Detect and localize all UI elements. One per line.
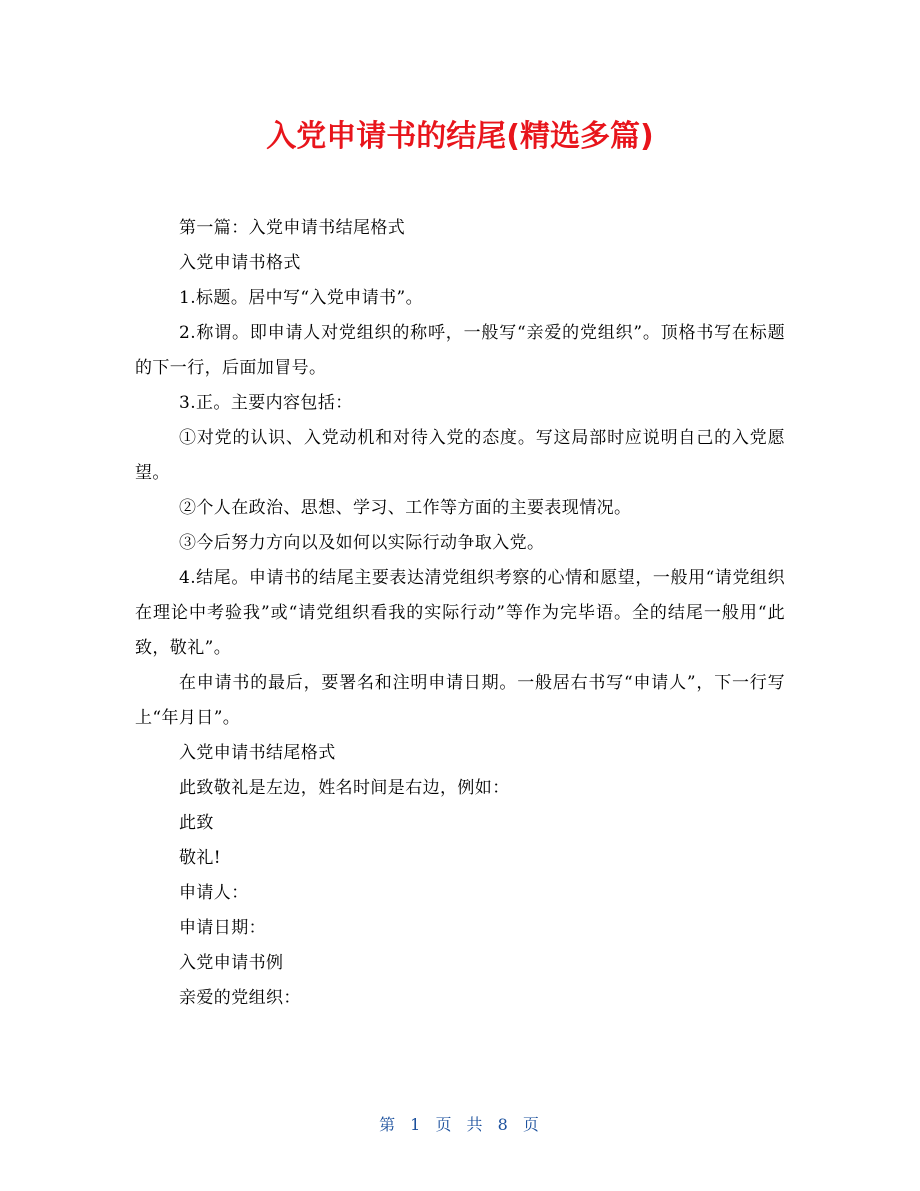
- paragraph: 申请人：: [179, 883, 249, 903]
- paragraph: 第一篇：入党申请书结尾格式: [179, 218, 406, 238]
- paragraph: 入党申请书格式: [179, 253, 301, 273]
- paragraph: 此致: [179, 813, 214, 833]
- paragraph: ①对党的认识、入党动机和对待入党的态度。写这局部时应说明自己的入党愿望。: [135, 428, 785, 483]
- paragraph: 在申请书的最后，要署名和注明申请日期。一般居右书写“申请人”，下一行写上“年月日”。: [135, 673, 785, 728]
- page-number-footer: 第 1 页 共 8 页: [379, 1115, 541, 1134]
- paragraph: ③今后努力方向以及如何以实际行动争取入党。: [179, 533, 545, 553]
- paragraph: 亲爱的党组织：: [179, 988, 301, 1008]
- paragraph: 此致敬礼是左边，姓名时间是右边，例如：: [179, 778, 510, 798]
- paragraph: 3.正。主要内容包括：: [179, 393, 353, 413]
- paragraph: 申请日期：: [179, 918, 266, 938]
- document-body: [135, 211, 785, 1016]
- paragraph: 4.结尾。申请书的结尾主要表达清党组织考察的心情和愿望，一般用“请党组织在理论中考验我”或“请党组织看我的实际行动”等作为完毕语。全的结尾一般用“此致，敬礼”。: [135, 568, 785, 658]
- paragraph: ②个人在政治、思想、学习、工作等方面的主要表现情况。: [179, 498, 632, 518]
- paragraph: 1.标题。居中写“入党申请书”。: [179, 288, 424, 308]
- document-title: 入党申请书的结尾(精选多篇): [266, 119, 654, 154]
- paragraph: 2.称谓。即申请人对党组织的称呼，一般写“亲爱的党组织”。顶格书写在标题的下一行，后面加冒号。: [135, 323, 785, 378]
- paragraph: 敬礼!: [179, 848, 222, 868]
- paragraph: 入党申请书结尾格式: [179, 743, 336, 763]
- paragraph: 入党申请书例: [179, 953, 284, 973]
